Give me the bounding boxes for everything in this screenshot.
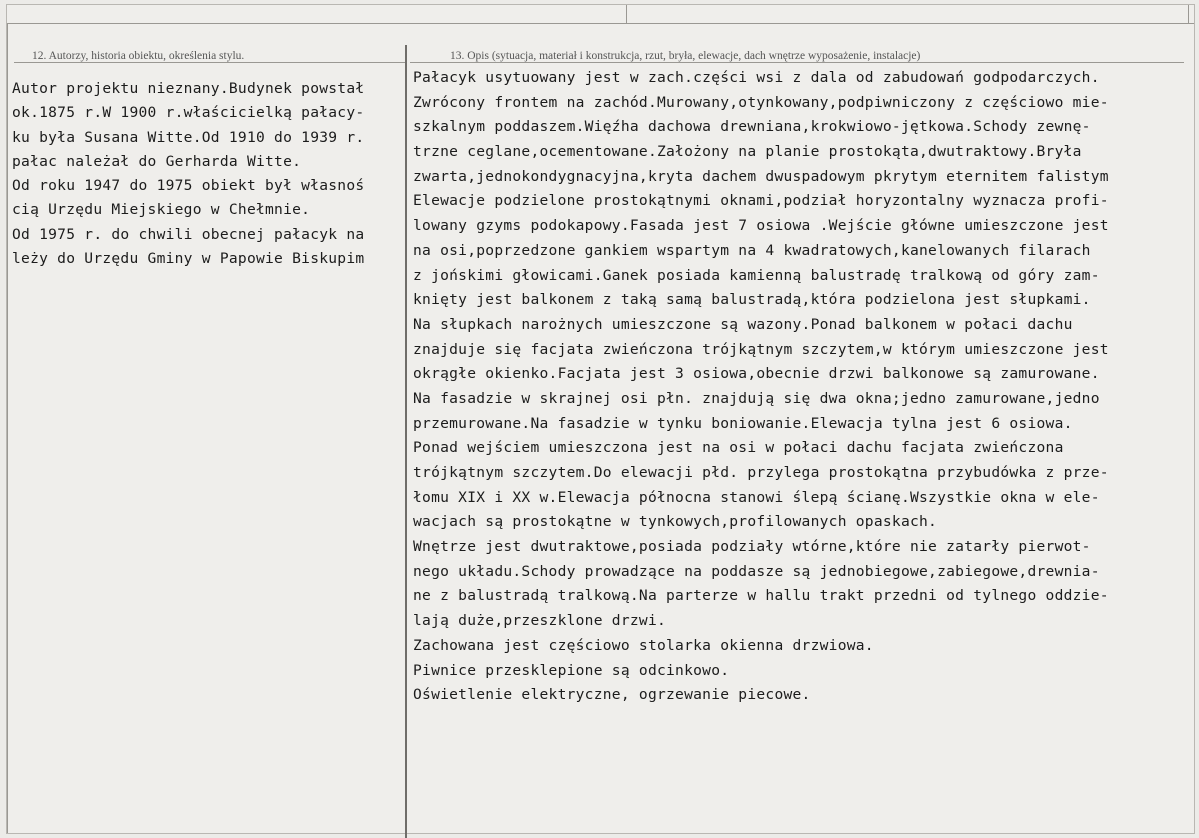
description-line: łomu XIX i XX w.Elewacja północna stanowi ślepą ścianę.Wszystkie okna w ele- bbox=[413, 488, 1100, 506]
history-line: Od roku 1947 do 1975 obiekt był własnoś bbox=[12, 177, 365, 195]
description-line: Zachowana jest częściowo stolarka okienna drzwiowa. bbox=[413, 636, 874, 654]
description-line: Pałacyk usytuowany jest w zach.części wsi z dala od zabudowań godpodarczych. bbox=[413, 69, 1100, 86]
history-line: pałac należał do Gerharda Witte. bbox=[12, 152, 302, 170]
right-header-rule bbox=[410, 62, 1184, 63]
description-line: lają duże,przeszklone drzwi. bbox=[413, 612, 667, 630]
description-line: Na fasadzie w skrajnej osi płn. znajdują się dwa okna;jedno zamurowane,jedno bbox=[413, 389, 1100, 407]
history-line: ok.1875 r.W 1900 r.właścicielką pałacy- bbox=[12, 104, 365, 122]
description-line: knięty jest balkonem z taką samą balustradą,która podzielona jest słupkami. bbox=[413, 291, 1091, 309]
description-line: Wnętrze jest dwutraktowe,posiada podziały wtórne,które nie zatarły pierwot- bbox=[413, 538, 1091, 556]
description-line: trójkątnym szczytem.Do elewacji płd. przylega prostokątna przybudówka z prze- bbox=[413, 464, 1109, 481]
description-line: Oświetlenie elektryczne, ogrzewanie piecowe. bbox=[413, 686, 811, 704]
history-line: leży do Urzędu Gminy w Papowie Biskupim bbox=[12, 250, 365, 268]
description-line: wacjach są prostokątne w tynkowych,profilowanych opaskach. bbox=[413, 513, 938, 531]
description-text-block bbox=[413, 66, 1195, 708]
description-line: na osi,poprzedzone gankiem wspartym na 4 kwadratowych,kanelowanych filarach bbox=[413, 241, 1091, 259]
description-line: szkalnym poddaszem.Więźha dachowa drewniana,krokwiowo-jętkowa.Schody zewnę- bbox=[413, 118, 1091, 136]
section-12-header: 12. Autorzy, historia obiektu, określenia stylu. bbox=[32, 50, 245, 62]
description-line: ne z balustradą tralkową.Na parterze w hallu trakt przedni od tylnego oddzie- bbox=[413, 587, 1109, 605]
description-line: przemurowane.Na fasadzie w tynku boniowanie.Elewacja tylna jest 6 osiowa. bbox=[413, 414, 1073, 432]
description-line: znajduje się facjata zwieńczona trójkątnym szczytem,w którym umieszczone jest bbox=[413, 340, 1109, 358]
description-line: z jońskimi głowicami.Ganek posiada kamienną balustradę tralkową od góry zam- bbox=[413, 266, 1100, 284]
history-line: Autor projektu nieznany.Budynek powstał bbox=[12, 80, 365, 97]
description-line: zwarta,jednokondygnacyjna,kryta dachem dwuspadowym pkrytym eternitem falistym bbox=[413, 167, 1109, 185]
top-cell-divider-right bbox=[1188, 5, 1189, 23]
description-line: nego układu.Schody prowadzące na poddasze są jednobiegowe,zabiegowe,drewnia- bbox=[413, 562, 1100, 580]
top-cell-divider bbox=[626, 5, 627, 23]
left-border-rule bbox=[7, 23, 8, 833]
description-line: Zwrócony frontem na zachód.Murowany,otynkowany,podpiwniczony z częściowo mie- bbox=[413, 93, 1109, 111]
left-header-rule bbox=[14, 62, 405, 63]
description-line: Na słupkach narożnych umieszczone są wazony.Ponad balkonem w połaci dachu bbox=[413, 315, 1073, 333]
description-line: Ponad wejściem umieszczona jest na osi w połaci dachu facjata zwieńczona bbox=[413, 439, 1064, 457]
section-13-header: 13. Opis (sytuacja, materiał i konstrukcja, rzut, bryła, elewacje, dach wnętrze wyposażenie, instalacje) bbox=[450, 50, 921, 62]
description-line: okrągłe okienko.Facjata jest 3 osiowa,obecnie drzwi balkonowe są zamurowane. bbox=[413, 365, 1100, 383]
history-text-block bbox=[12, 77, 404, 271]
description-line: Elewacje podzielone prostokątnymi oknami,podział horyzontalny wyznacza profi- bbox=[413, 192, 1109, 210]
history-line: ku była Susana Witte.Od 1910 do 1939 r. bbox=[12, 128, 365, 146]
description-line: Piwnice przesklepione są odcinkowo. bbox=[413, 661, 730, 679]
top-form-rule bbox=[7, 23, 1194, 24]
history-line: cią Urzędu Miejskiego w Chełmnie. bbox=[12, 201, 311, 219]
history-line: Od 1975 r. do chwili obecnej pałacyk na bbox=[12, 225, 365, 243]
description-line: lowany gzyms podokapowy.Fasada jest 7 osiowa .Wejście główne umieszczone jest bbox=[413, 217, 1109, 235]
description-line: trzne ceglane,ocementowane.Założony na planie prostokąta,dwutraktowy.Bryła bbox=[413, 143, 1082, 161]
column-divider bbox=[405, 45, 407, 838]
